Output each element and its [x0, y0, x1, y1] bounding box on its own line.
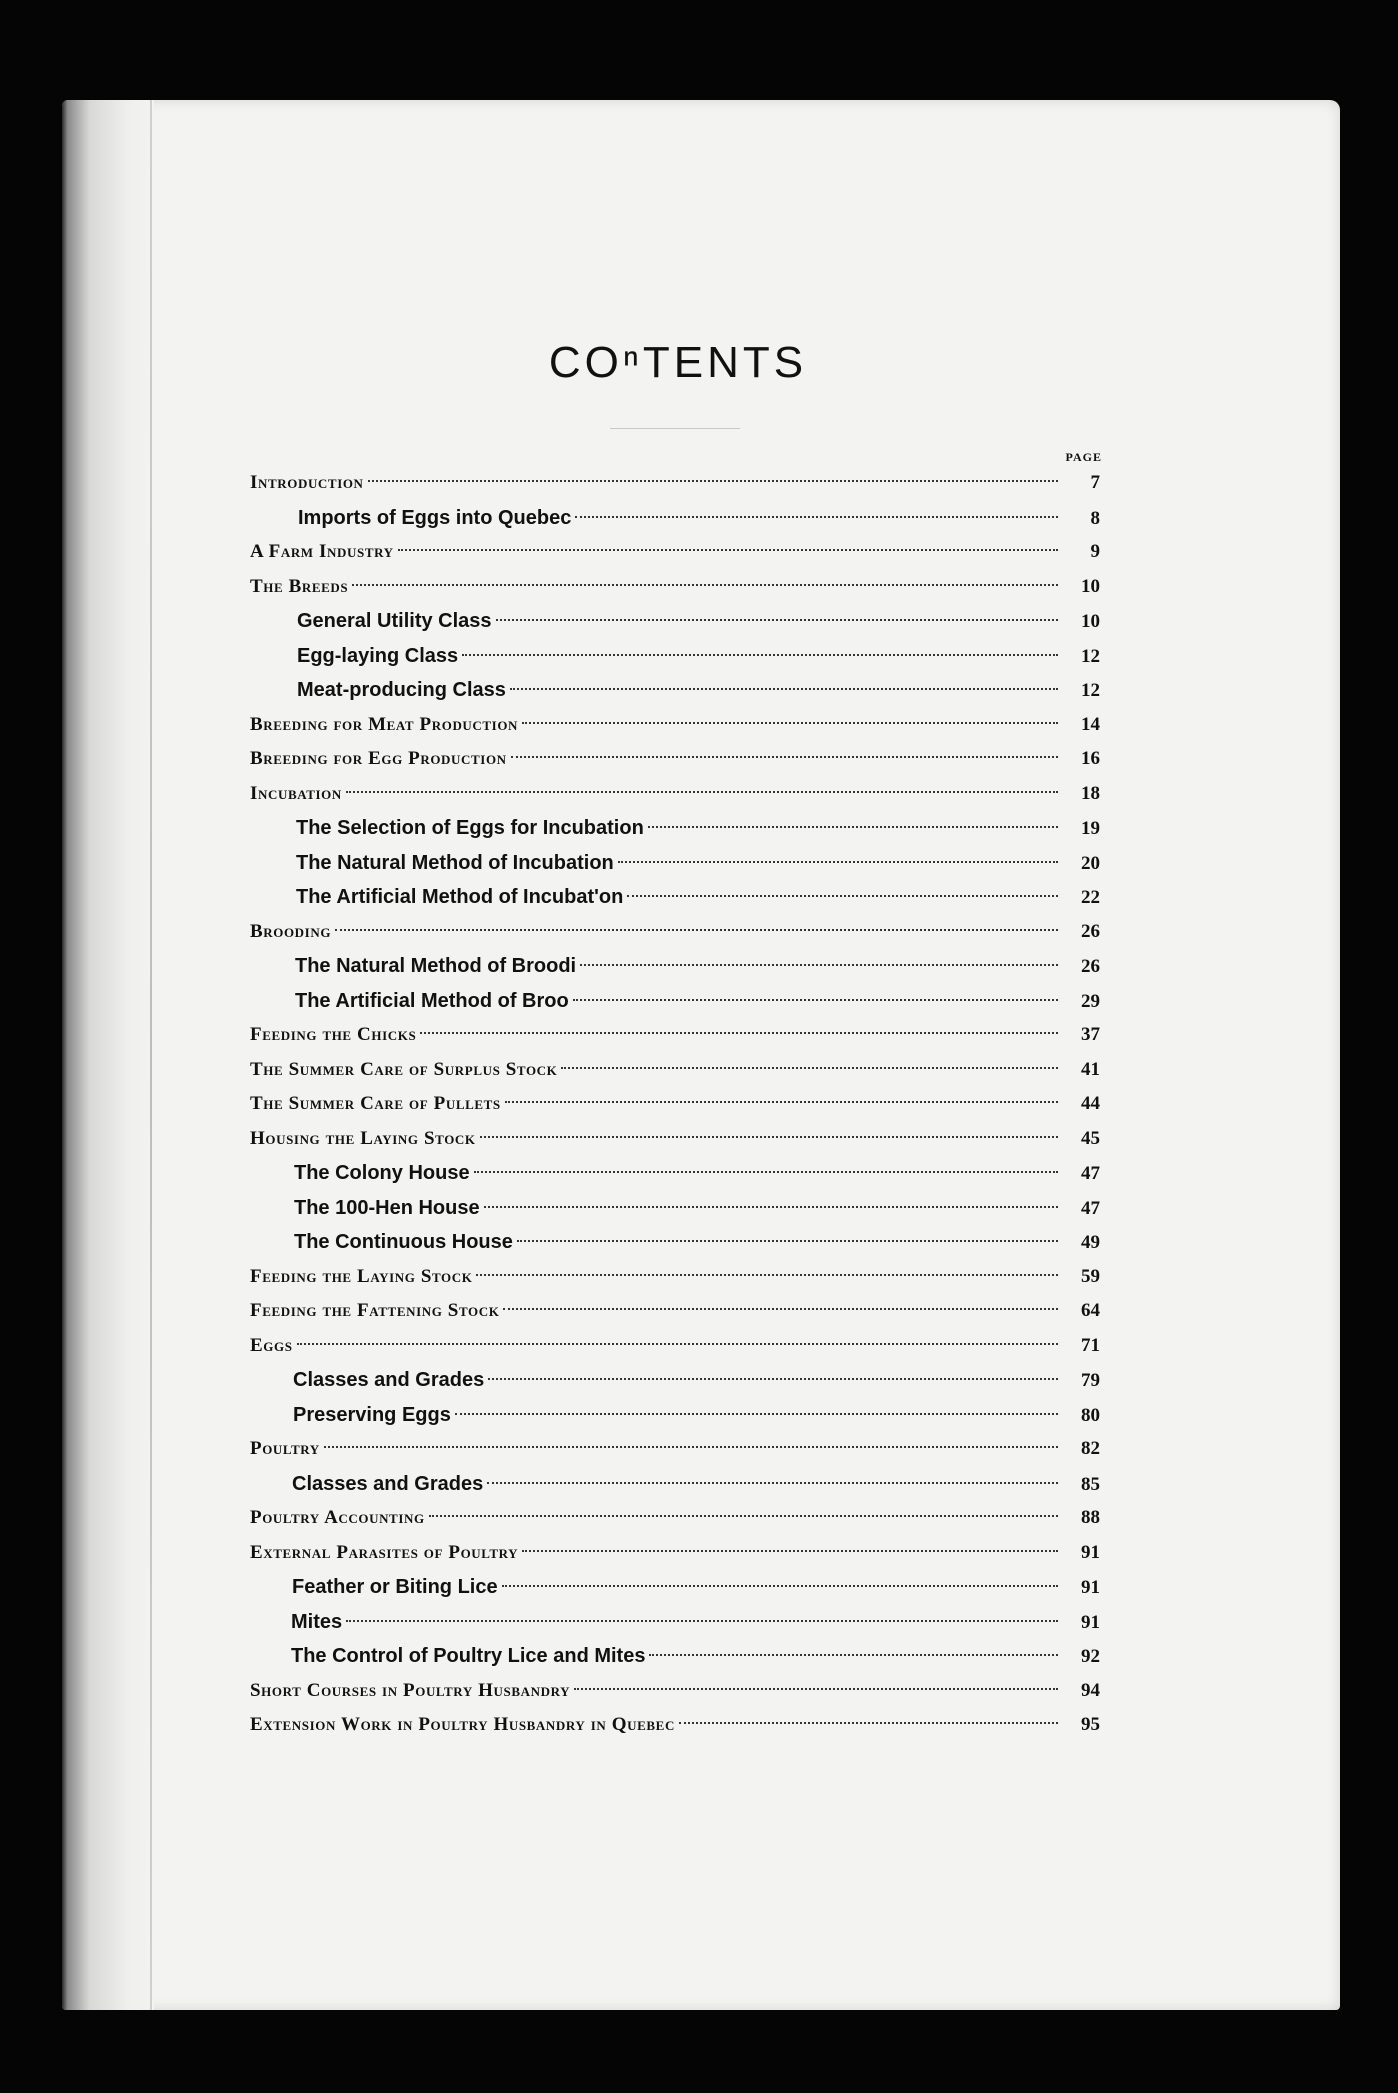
toc-entry: [250, 811, 1100, 846]
toc-entry-label: The Continuous House: [294, 1231, 513, 1253]
toc-entry: [250, 1639, 1100, 1674]
dot-leader: [580, 964, 1058, 966]
toc-entry: [250, 570, 1100, 605]
dot-leader: [429, 1515, 1058, 1517]
toc-entry: [250, 639, 1100, 674]
toc-entry-page-number: 85: [1081, 1473, 1100, 1495]
dot-leader: [627, 895, 1058, 897]
dot-leader: [649, 1654, 1058, 1656]
toc-entry-label: Feather or Biting Lice: [292, 1576, 498, 1598]
toc-entry-label: Imports of Eggs into Quebec: [298, 506, 572, 529]
toc-entry-label: The Control of Poultry Lice and Mites: [291, 1645, 646, 1667]
toc-entry-page-number: 10: [1081, 575, 1100, 597]
toc-entry: [250, 1191, 1100, 1226]
dot-leader: [474, 1171, 1058, 1173]
toc-entry-page-number: 26: [1081, 956, 1100, 977]
dot-leader: [335, 929, 1058, 931]
toc-entry-page-number: 45: [1081, 1127, 1100, 1149]
toc-entry-label: Housing the Laying Stock: [250, 1127, 476, 1149]
toc-entry-page-number: 47: [1081, 1197, 1100, 1219]
toc-entry-label: External Parasites of Poultry: [250, 1541, 519, 1563]
dot-leader: [522, 1550, 1058, 1552]
toc-entry-label: The 100-Hen House: [294, 1196, 480, 1219]
toc-entry-page-number: 94: [1081, 1679, 1100, 1701]
toc-entry-page-number: 12: [1081, 680, 1100, 701]
toc-entry-page-number: 80: [1081, 1404, 1100, 1426]
dot-leader: [496, 619, 1058, 621]
toc-entry-label: Preserving Eggs: [293, 1403, 451, 1426]
toc-entry: [250, 1708, 1100, 1743]
dot-leader: [574, 1688, 1058, 1690]
toc-entry: [250, 777, 1100, 812]
dot-leader: [573, 999, 1058, 1001]
toc-entry: [250, 1122, 1100, 1157]
dot-leader: [679, 1722, 1058, 1724]
toc-entry-label: Egg-laying Class: [297, 644, 459, 667]
toc-entry-page-number: 29: [1081, 990, 1100, 1012]
page-fold-line: [150, 100, 152, 2010]
toc-entry-page-number: 20: [1081, 852, 1100, 874]
toc-entry-label: Extension Work in Poultry Husbandry in Quebec: [250, 1714, 675, 1735]
toc-entry-label: Short Courses in Poultry Husbandry: [250, 1679, 571, 1701]
toc-entry-page-number: 49: [1081, 1232, 1100, 1253]
toc-entry: [250, 880, 1100, 915]
toc-entry: [250, 708, 1100, 743]
toc-entry-label: The Natural Method of Broodi: [295, 955, 577, 977]
toc-entry: [250, 1018, 1100, 1053]
toc-entry-page-number: 14: [1081, 713, 1100, 735]
toc-entry-label: Feeding the Fattening Stock: [250, 1300, 500, 1321]
toc-entry-page-number: 91: [1081, 1541, 1100, 1563]
dot-leader: [297, 1343, 1058, 1345]
dot-leader: [484, 1206, 1058, 1208]
toc-entry-label: Incubation: [250, 782, 342, 804]
toc-entry: [250, 1432, 1100, 1467]
toc-entry-page-number: 79: [1081, 1370, 1100, 1391]
dot-leader: [368, 480, 1058, 482]
toc-entry: [250, 604, 1100, 639]
dot-leader: [480, 1136, 1058, 1138]
dot-leader: [648, 826, 1058, 828]
toc-entry-page-number: 88: [1081, 1507, 1100, 1528]
toc-entry-page-number: 71: [1081, 1334, 1100, 1356]
toc-entry: [250, 1260, 1100, 1295]
toc-entry-page-number: 8: [1090, 507, 1100, 529]
toc-entry-label: The Natural Method of Incubation: [296, 851, 614, 874]
toc-entry-label: Eggs: [250, 1334, 293, 1356]
toc-entry-label: A Farm Industry: [250, 541, 394, 562]
toc-entry: [250, 501, 1100, 536]
dot-leader: [487, 1482, 1058, 1484]
toc-entry: [250, 1536, 1100, 1571]
dot-leader: [618, 861, 1058, 863]
toc-entry-page-number: 91: [1081, 1577, 1100, 1598]
dot-leader: [420, 1032, 1058, 1034]
page-column-header: PAGE: [1065, 450, 1102, 464]
dot-leader: [505, 1101, 1058, 1103]
toc-entry: [250, 742, 1100, 777]
dot-leader: [346, 1620, 1058, 1622]
toc-entry-label: Breeding for Meat Production: [250, 713, 519, 735]
dot-leader: [511, 756, 1058, 758]
toc-entry-label: Poultry: [250, 1438, 320, 1459]
toc-entry-label: The Artificial Method of Incubat'on: [296, 886, 624, 908]
dot-leader: [398, 549, 1058, 551]
toc-entry-page-number: 18: [1081, 782, 1100, 804]
toc-entry: [250, 466, 1100, 501]
dot-leader: [324, 1446, 1058, 1448]
toc-entry-page-number: 82: [1081, 1438, 1100, 1459]
toc-entry-page-number: 10: [1081, 611, 1100, 632]
toc-entry: [250, 1156, 1100, 1191]
dot-leader: [502, 1585, 1058, 1587]
page-title: COⁿTENTS: [548, 338, 808, 387]
toc-entry-label: Mites: [291, 1610, 343, 1633]
toc-entry-page-number: 59: [1081, 1265, 1100, 1287]
dot-leader: [517, 1240, 1058, 1242]
dot-leader: [510, 688, 1058, 690]
toc-entry-page-number: 12: [1081, 645, 1100, 667]
toc-entry-page-number: 19: [1081, 818, 1100, 839]
toc-entry-label: Feeding the Laying Stock: [250, 1265, 473, 1287]
toc-entry: [250, 1570, 1100, 1605]
table-of-contents: [250, 466, 1100, 1743]
toc-entry-page-number: 37: [1081, 1024, 1100, 1045]
dot-leader: [462, 654, 1058, 656]
toc-entry: [250, 673, 1100, 708]
toc-entry-page-number: 44: [1081, 1093, 1100, 1114]
toc-entry: [250, 1363, 1100, 1398]
toc-entry: [250, 1294, 1100, 1329]
toc-entry: [250, 1674, 1100, 1709]
dot-leader: [503, 1308, 1058, 1310]
toc-entry: [250, 915, 1100, 950]
toc-entry-page-number: 26: [1081, 920, 1100, 942]
toc-entry-label: The Summer Care of Pullets: [250, 1093, 501, 1114]
toc-entry-label: Feeding the Chicks: [250, 1024, 417, 1045]
toc-entry-page-number: 91: [1081, 1611, 1100, 1633]
toc-entry: [250, 984, 1100, 1019]
dot-leader: [346, 791, 1058, 793]
toc-entry-label: Poultry Accounting: [250, 1507, 425, 1528]
toc-entry-label: Brooding: [250, 920, 332, 942]
toc-entry-label: The Selection of Eggs for Incubation: [296, 817, 644, 839]
toc-entry: [250, 1501, 1100, 1536]
toc-entry-label: The Summer Care of Surplus Stock: [250, 1058, 558, 1080]
dot-leader: [561, 1067, 1058, 1069]
toc-entry: [250, 846, 1100, 881]
toc-entry: [250, 1053, 1100, 1088]
toc-entry-label: General Utility Class: [297, 610, 492, 632]
toc-entry: [250, 1329, 1100, 1364]
toc-entry: [250, 1398, 1100, 1433]
toc-entry: [250, 1467, 1100, 1502]
toc-entry: [250, 1605, 1100, 1640]
toc-entry-page-number: 47: [1081, 1163, 1100, 1184]
toc-entry-page-number: 64: [1081, 1300, 1100, 1321]
toc-entry-page-number: 95: [1081, 1714, 1100, 1735]
toc-entry-page-number: 22: [1081, 887, 1100, 908]
dot-leader: [476, 1274, 1058, 1276]
title-divider: [610, 428, 740, 429]
toc-entry-label: Classes and Grades: [293, 1369, 485, 1391]
dot-leader: [352, 584, 1058, 586]
toc-entry-label: Breeding for Egg Production: [250, 748, 507, 769]
toc-entry-page-number: 9: [1090, 541, 1100, 562]
toc-entry: [250, 535, 1100, 570]
toc-entry-label: Introduction: [250, 472, 364, 493]
toc-entry-page-number: 41: [1081, 1058, 1100, 1080]
dot-leader: [575, 516, 1058, 518]
dot-leader: [522, 722, 1058, 724]
toc-entry: [250, 949, 1100, 984]
toc-entry-label: Classes and Grades: [292, 1472, 484, 1495]
toc-entry-label: The Breeds: [250, 575, 349, 597]
toc-entry-label: The Artificial Method of Broo: [295, 989, 569, 1012]
toc-entry-page-number: 92: [1081, 1646, 1100, 1667]
page-gutter-shadow: [62, 100, 154, 2010]
toc-entry-label: Meat-producing Class: [297, 679, 506, 701]
toc-entry: [250, 1225, 1100, 1260]
toc-entry-page-number: 7: [1090, 472, 1100, 493]
toc-entry-page-number: 16: [1081, 748, 1100, 769]
dot-leader: [488, 1378, 1058, 1380]
toc-entry: [250, 1087, 1100, 1122]
dot-leader: [455, 1413, 1058, 1415]
toc-entry-label: The Colony House: [294, 1162, 470, 1184]
